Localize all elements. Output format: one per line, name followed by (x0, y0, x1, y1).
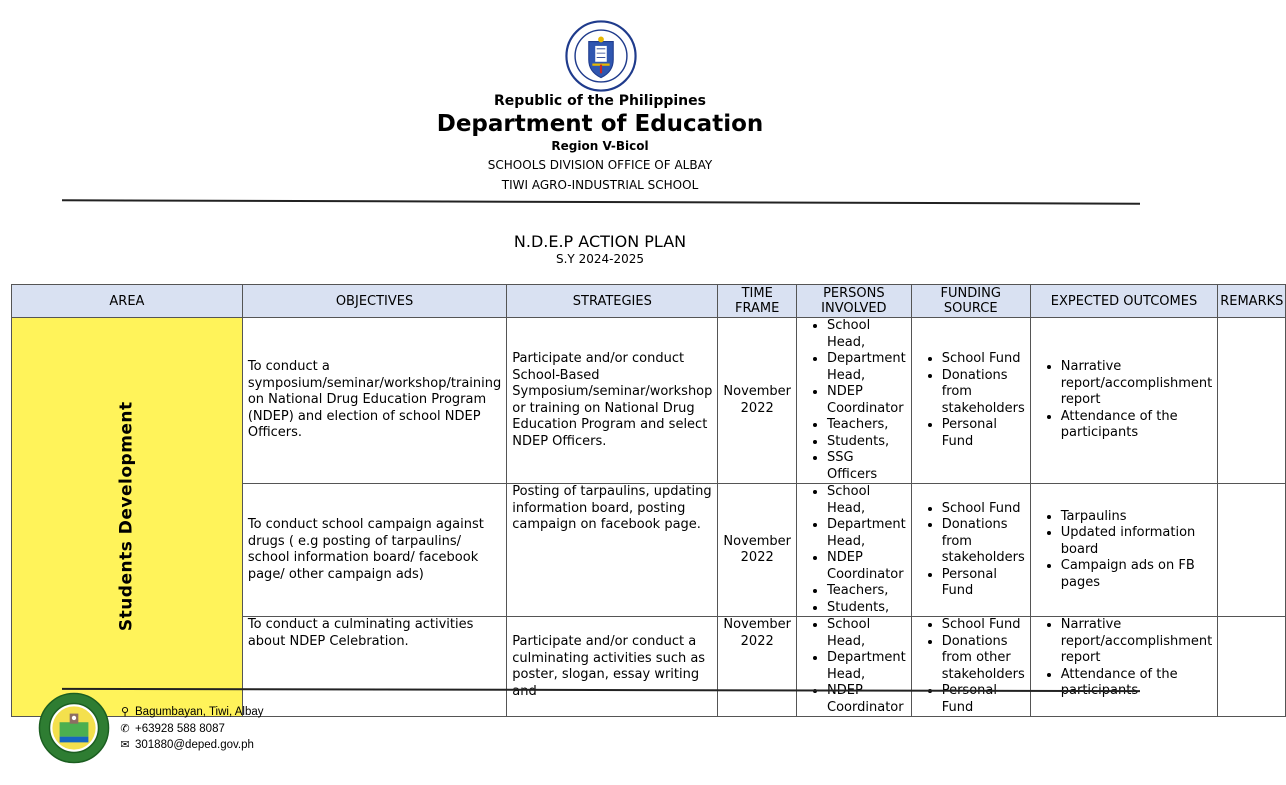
strategy-cell: Posting of tarpaulins, updating information board, posting campaign on facebook page. (507, 484, 718, 617)
deped-seal-logo (565, 20, 637, 92)
column-header-time-frame: TIME FRAME (718, 285, 797, 318)
email-text: 301880@deped.gov.ph (135, 739, 254, 751)
action-plan-table (11, 284, 1286, 717)
strategy-cell: Participate and/or conduct School-Based Symposium/seminar/workshop or training on National Drug Education Program and select NDEP Officers. (507, 318, 718, 484)
list-item: • Donations from stakeholders (942, 517, 1025, 567)
list-item: • Personal Fund (942, 567, 1025, 600)
list-item: • Students, (827, 600, 906, 617)
column-header-objectives: OBJECTIVES (242, 285, 506, 318)
outcomes-cell (1030, 318, 1217, 484)
time-frame-cell: November 2022 (718, 484, 797, 617)
area-cell (12, 318, 243, 717)
republic-heading: Republic of the Philippines (494, 93, 706, 109)
remarks-cell (1218, 484, 1286, 617)
list-item: • School Fund (942, 617, 1025, 634)
list-item: • Attendance of the participants (1061, 667, 1212, 700)
column-header-area: AREA (12, 285, 243, 318)
objective-cell: To conduct a symposium/seminar/workshop/training on National Drug Education Program (NDEP) and election of school NDEP Officers. (242, 318, 506, 484)
document-title: N.D.E.P ACTION PLAN (513, 232, 687, 251)
objective-cell: To conduct a culminating activities about NDEP Celebration. (242, 617, 506, 717)
department-heading: Department of Education (436, 111, 764, 137)
remarks-cell (1218, 617, 1286, 717)
school-logo (38, 692, 110, 764)
list-item: • Attendance of the participants (1061, 409, 1212, 442)
list-item: • NDEP Coordinator (827, 384, 906, 417)
area-label: Students Development (116, 401, 137, 631)
phone-line (118, 722, 225, 735)
list-item: • Personal Fund (942, 417, 1025, 450)
time-frame-cell: November 2022 (718, 318, 797, 484)
list-item: • Tarpaulins (1061, 509, 1212, 526)
list-item: • School Head, (827, 484, 906, 517)
school-heading: TIWI AGRO-INDUSTRIAL SCHOOL (501, 178, 699, 192)
phone-text: +63928 588 8087 (135, 723, 225, 735)
persons-cell (797, 617, 912, 717)
column-header-remarks: REMARKS (1218, 285, 1286, 318)
list-item: • NDEP Coordinator (827, 683, 906, 716)
list-item: • Narrative report/accomplishment report (1061, 617, 1212, 667)
school-year: S.Y 2024-2025 (556, 252, 644, 266)
list-item: • Campaign ads on FB pages (1061, 558, 1212, 591)
strategy-cell: Participate and/or conduct a culminating activities such as poster, slogan, essay writing and (507, 617, 718, 717)
persons-cell (797, 484, 912, 617)
mail-icon: ✉ (120, 739, 130, 751)
remarks-cell (1218, 318, 1286, 484)
address-line (118, 705, 264, 718)
funding-cell (911, 318, 1030, 484)
list-item: • Teachers, (827, 583, 906, 600)
address-text: Bagumbayan, Tiwi, Albay (135, 706, 264, 718)
email-line (118, 738, 254, 751)
list-item: • Students, (827, 434, 906, 451)
map-pin-icon: ⚲ (120, 706, 130, 718)
phone-icon: ✆ (120, 723, 130, 735)
outcomes-cell (1030, 617, 1217, 717)
list-item: • Department Head, (827, 517, 906, 550)
list-item: • School Head, (827, 617, 906, 650)
list-item: • NDEP Coordinator (827, 550, 906, 583)
outcomes-cell (1030, 484, 1217, 617)
objective-cell: To conduct school campaign against drugs ( e.g posting of tarpaulins/ school information board/ facebook page/ other campaign ads) (242, 484, 506, 617)
list-item: • Donations from stakeholders (942, 368, 1025, 418)
table-header-row (12, 285, 1286, 318)
list-item: • Department Head, (827, 351, 906, 384)
list-item: • Personal Fund (942, 683, 1025, 716)
list-item: • Teachers, (827, 417, 906, 434)
region-heading: Region V-Bicol (551, 139, 649, 153)
division-heading: SCHOOLS DIVISION OFFICE OF ALBAY (487, 158, 713, 172)
column-header-expected-outcomes: EXPECTED OUTCOMES (1030, 285, 1217, 318)
list-item: • Narrative report/accomplishment report (1061, 359, 1212, 409)
funding-cell (911, 484, 1030, 617)
time-frame-cell: November 2022 (718, 617, 797, 717)
list-item: • SSG Officers (827, 450, 906, 483)
list-item: • School Head, (827, 318, 906, 351)
header-divider (62, 199, 1140, 204)
column-header-funding-source: FUNDING SOURCE (911, 285, 1030, 318)
list-item: • Department Head, (827, 650, 906, 683)
column-header-strategies: STRATEGIES (507, 285, 718, 318)
list-item: • Updated information board (1061, 525, 1212, 558)
list-item: • School Fund (942, 351, 1025, 368)
list-item: • Donations from other stakeholders (942, 634, 1025, 684)
funding-cell (911, 617, 1030, 717)
table-row (12, 318, 1286, 484)
column-header-persons-involved: PERSONS INVOLVED (797, 285, 912, 318)
persons-cell (797, 318, 912, 484)
list-item: • School Fund (942, 501, 1025, 518)
